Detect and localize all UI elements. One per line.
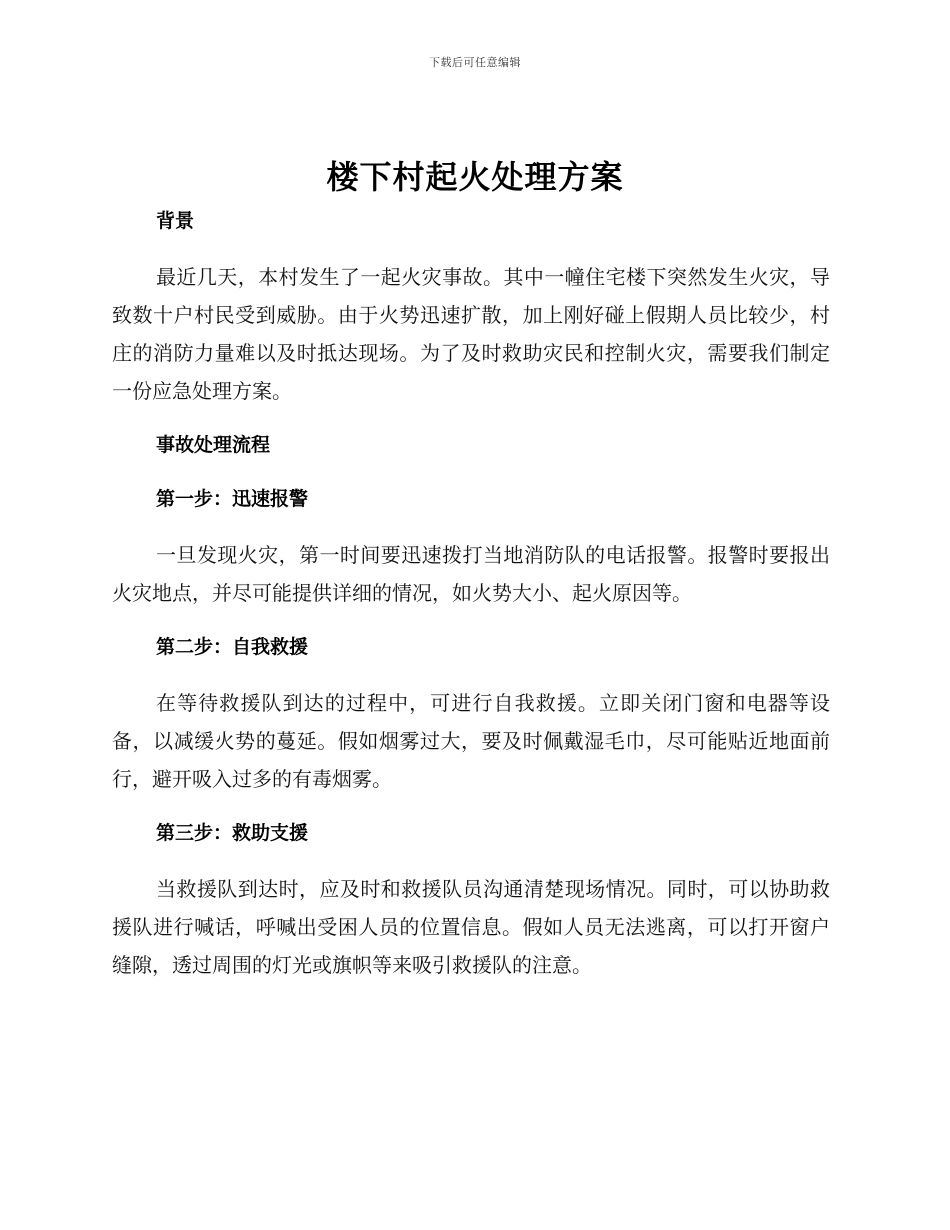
header-note: 下载后可任意编辑 xyxy=(429,56,521,69)
process-heading: 事故处理流程 xyxy=(156,434,271,456)
step1-paragraph: 一旦发现火灾，第一时间要迅速拨打当地消防队的电话报警。报警时要报出火灾地点，并尽可能提供详细的情况，如火势大小、起火原因等。 xyxy=(112,543,830,605)
background-heading: 背景 xyxy=(156,210,195,232)
step2-heading: 第二步：自我救援 xyxy=(156,636,309,658)
document-title: 楼下村起火处理方案 xyxy=(326,158,624,196)
step3-paragraph: 当救援队到达时，应及时和救援队员沟通清楚现场情况。同时，可以协助救援队进行喊话，呼喊出受困人员的位置信息。假如人员无法逃离，可以打开窗户缝隙，透过周围的灯光或旗帜等来吸引救援队的注意。 xyxy=(112,877,830,977)
step3-heading: 第三步：救助支援 xyxy=(156,822,309,844)
background-paragraph: 最近几天，本村发生了一起火灾事故。其中一幢住宅楼下突然发生火灾，导致数十户村民受到威胁。由于火势迅速扩散，加上刚好碰上假期人员比较少，村庄的消防力量难以及时抵达现场。为了及时救助灾民和控制火灾，需要我们制定一份应急处理方案。 xyxy=(112,265,830,403)
document-body xyxy=(112,204,830,984)
step1-heading: 第一步：迅速报警 xyxy=(156,488,309,510)
step2-paragraph: 在等待救援队到达的过程中，可进行自我救援。立即关闭门窗和电器等设备，以减缓火势的蔓延。假如烟雾过大，要及时佩戴湿毛巾，尽可能贴近地面前行，避开吸入过多的有毒烟雾。 xyxy=(112,691,830,791)
